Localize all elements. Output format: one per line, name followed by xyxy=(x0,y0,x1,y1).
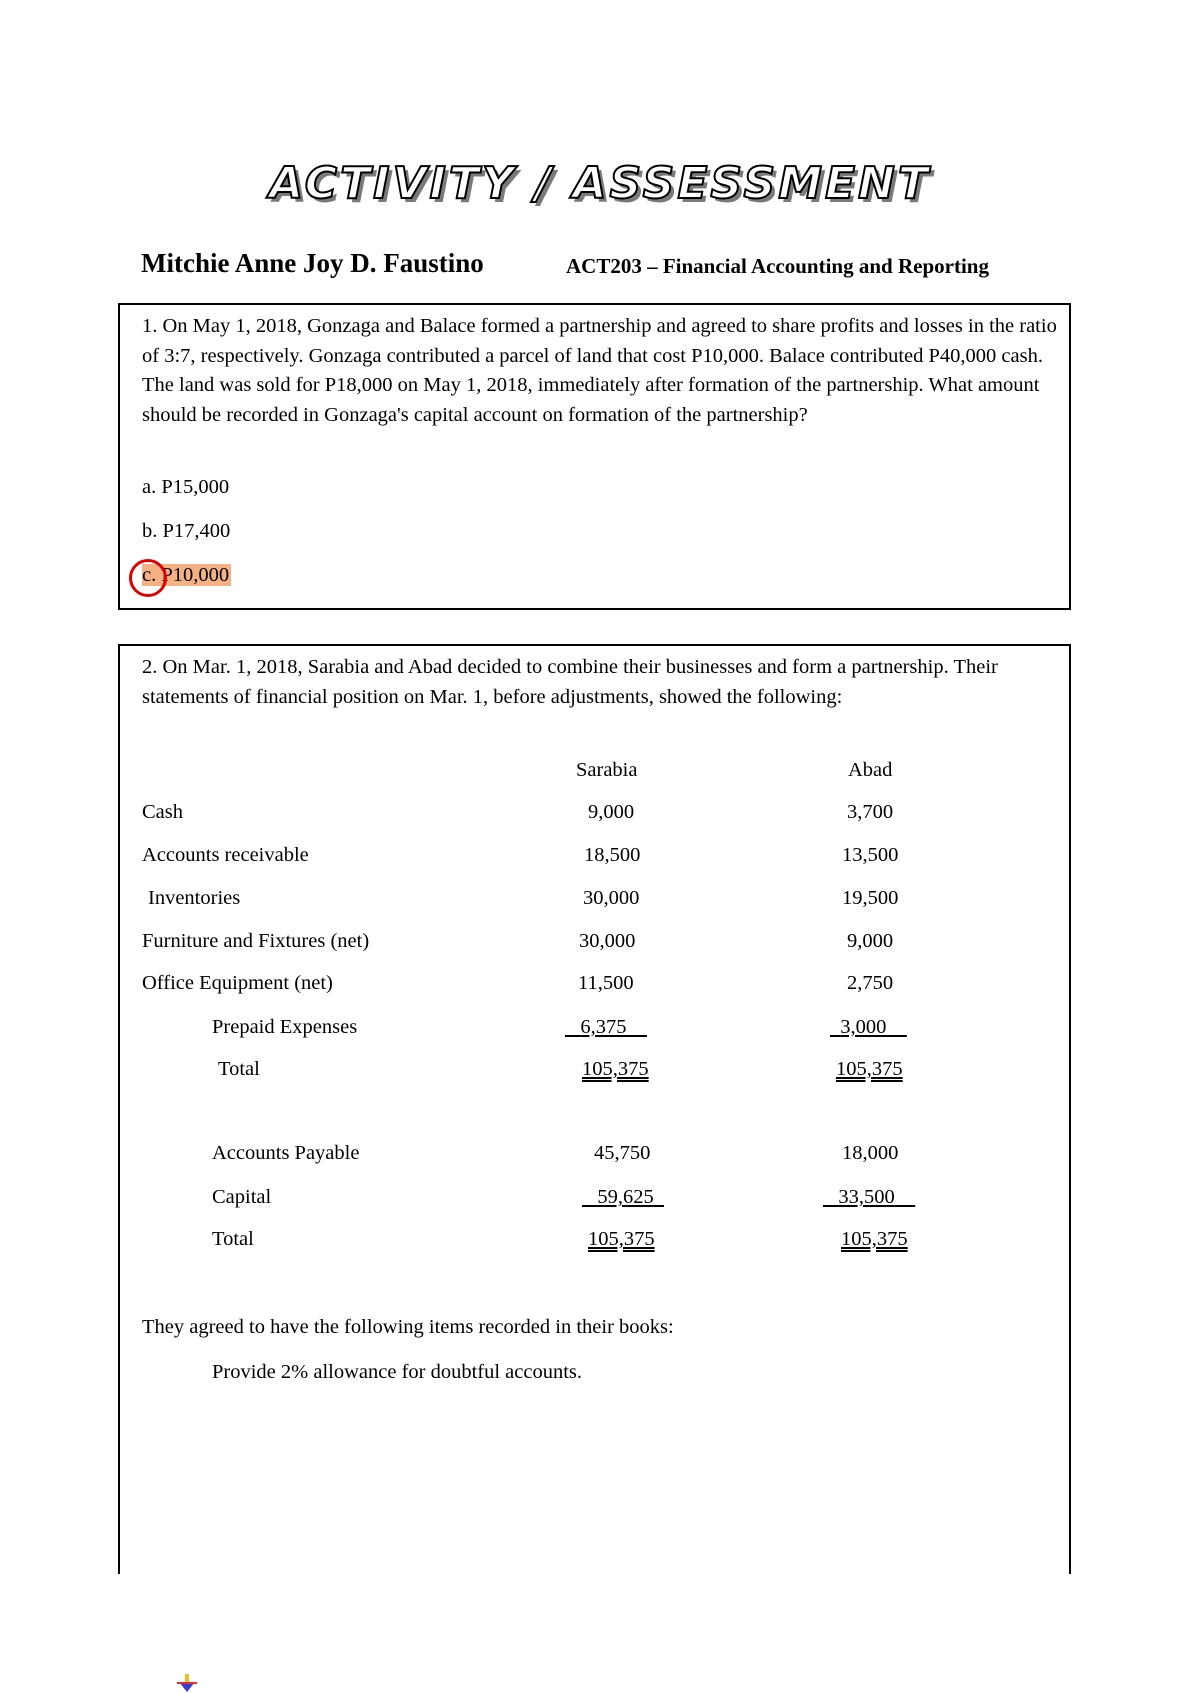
question-2-text: 2. On Mar. 1, 2018, Sarabia and Abad decided to combine their businesses and form a partnership. Their statements of financial position on Mar. 1, before adjustments, showed the following: xyxy=(142,656,998,708)
row-label: Office Equipment (net) xyxy=(142,972,333,994)
sarabia-value: 9,000 xyxy=(588,801,635,823)
choice-a: a. P15,000 xyxy=(142,476,230,498)
choice-b: b. P17,400 xyxy=(142,520,231,542)
sarabia-value: 18,500 xyxy=(584,844,641,866)
row-label: Accounts Payable xyxy=(212,1142,360,1164)
arrow-bullet-icon xyxy=(176,1673,198,1693)
abad-total: 105,375 xyxy=(836,1058,903,1080)
row-label: Prepaid Expenses xyxy=(212,1016,358,1038)
column-header-sarabia: Sarabia xyxy=(576,759,638,781)
bullet-item: Provide 2% allowance for doubtful accounts. xyxy=(212,1361,583,1383)
row-label: Total xyxy=(212,1228,254,1250)
row-label: Furniture and Fixtures (net) xyxy=(142,930,370,952)
agreed-text: They agreed to have the following items recorded in their books: xyxy=(142,1316,674,1338)
abad-value: 13,500 xyxy=(842,844,899,866)
course-title: ACT203 – Financial Accounting and Reporting xyxy=(566,254,989,278)
abad-value: 2,750 xyxy=(847,972,894,994)
student-name: Mitchie Anne Joy D. Faustino xyxy=(141,248,484,278)
sarabia-value: 11,500 xyxy=(578,972,634,994)
abad-value: 19,500 xyxy=(842,887,899,909)
sarabia-value: 30,000 xyxy=(583,887,640,909)
abad-value: 33,500 xyxy=(838,1186,895,1208)
question-1-text: 1. On May 1, 2018, Gonzaga and Balace formed a partnership and agreed to share profits and losses in the ratio of 3:7, respectively. Gonzaga contributed a parcel of land that cost P10,000. Balace contributed P40,000 cash. The land was sold for P18,000 on May 1, 2018, immediately after formation of the partnership. What amount should be recorded in Gonzaga's capital account on formation of the partnership? xyxy=(142,315,1057,426)
abad-value: 9,000 xyxy=(847,930,894,952)
choice-c-highlight: c. P10,000 xyxy=(142,564,230,586)
answer-circle-mark xyxy=(129,559,167,597)
row-label: Cash xyxy=(142,801,183,823)
abad-value: 18,000 xyxy=(842,1142,899,1164)
sarabia-value: 59,625 xyxy=(597,1186,654,1208)
sarabia-value: 30,000 xyxy=(579,930,636,952)
abad-value: 3,700 xyxy=(847,801,894,823)
sarabia-total: 105,375 xyxy=(582,1058,649,1080)
row-label: Capital xyxy=(212,1186,272,1208)
question-2-box xyxy=(118,644,1071,1574)
abad-total: 105,375 xyxy=(841,1228,908,1250)
sarabia-value: 6,375 xyxy=(580,1016,627,1038)
row-label: Total xyxy=(218,1058,260,1080)
column-header-abad: Abad xyxy=(848,759,893,781)
sarabia-total: 105,375 xyxy=(588,1228,655,1250)
abad-value: 3,000 xyxy=(840,1016,887,1038)
page-title: ACTIVITY / ASSESSMENT xyxy=(269,158,931,209)
row-label: Accounts receivable xyxy=(142,844,309,866)
question-1-box xyxy=(118,303,1071,610)
sarabia-value: 45,750 xyxy=(594,1142,651,1164)
row-label: Inventories xyxy=(148,887,241,909)
